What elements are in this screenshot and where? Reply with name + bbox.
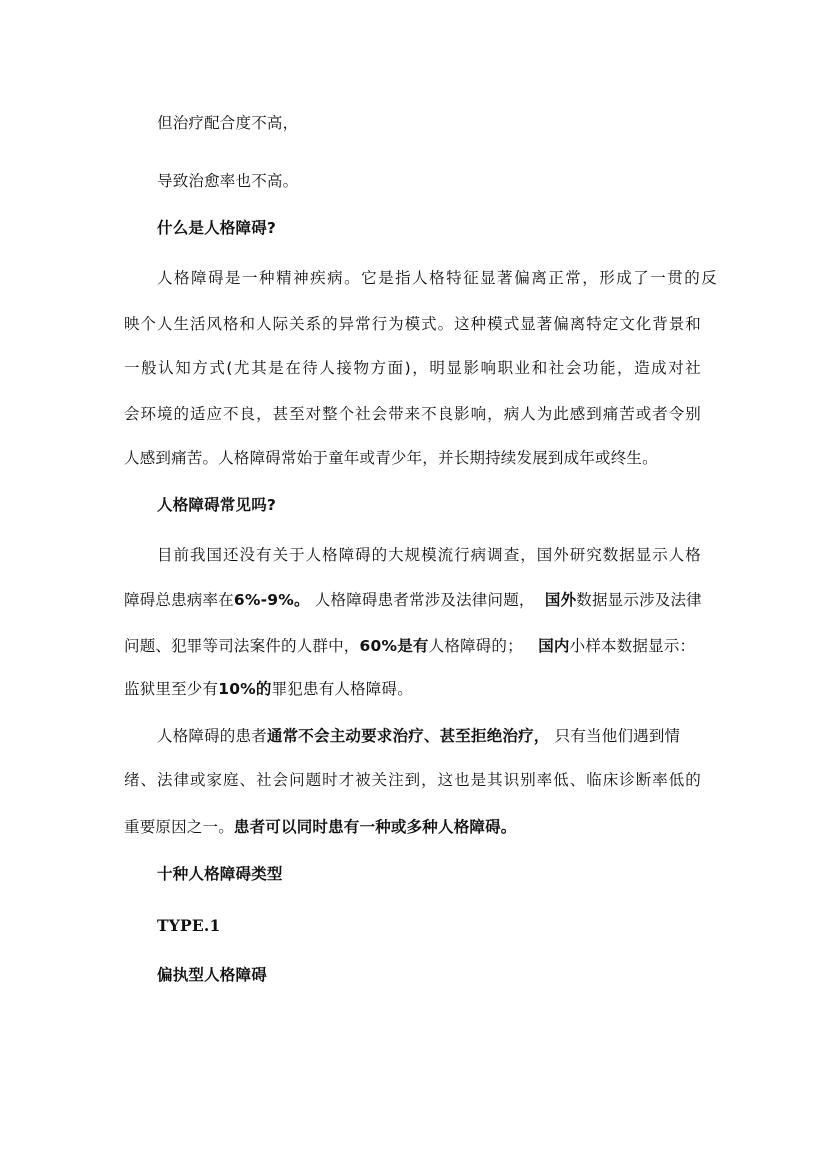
paragraph-line [124,636,714,656]
text-span: 只有当他们遇到情 [549,727,681,745]
bold-text: 患者可以同时患有一种或多种人格障碍。 [233,818,517,836]
section-heading: 十种人格障碍类型 [157,865,283,883]
paragraph-line [157,726,717,746]
bold-text: 60%是有 [359,637,429,655]
paragraph-line: 一般认知方式(尤其是在待人接物方面)，明显影响职业和社会功能，造成对社 [124,359,701,377]
section-heading: 什么是人格障碍? [157,219,277,237]
paragraph-line: 会环境的适应不良，甚至对整个社会带来不良影响，病人为此感到痛苦或者令别 [124,405,701,423]
text-span: 罪犯患有人格障碍。 [271,680,413,698]
text-span: 人格障碍患者常涉及法律问题， [309,591,535,609]
text-span: 人格障碍的患者 [157,727,267,745]
paragraph-line: 映个人生活风格和人际关系的异常行为模式。这种模式显著偏离特定文化背景和 [124,315,701,333]
text-span: 障碍总患病率在 [124,591,234,609]
bold-text: 10%的 [218,680,272,698]
bold-text: 国内 [538,637,570,655]
type-label: TYPE.1 [157,916,221,935]
bold-text: 通常不会主动要求治疗、甚至拒绝治疗， [266,727,550,745]
paragraph-line [124,679,714,699]
section-heading: 偏执型人格障碍 [157,966,267,984]
paragraph-line: 但治疗配合度不高， [157,114,299,132]
text-span: 监狱里至少有 [124,680,219,698]
paragraph-line [124,590,714,610]
text-span: 小样本数据显示： [569,637,696,655]
text-span: 数据显示涉及法律 [576,591,702,609]
text-span: 重要原因之一。 [124,818,234,836]
paragraph-line: 目前我国还没有关于人格障碍的大规模流行病调查，国外研究数据显示人格 [157,546,701,564]
section-heading: 人格障碍常见吗? [157,496,277,514]
text-span: 人格障碍的； [428,637,523,655]
paragraph-line: 导致治愈率也不高。 [157,172,299,190]
paragraph-line: 绪、法律或家庭、社会问题时才被关注到，这也是其识别率低、临床诊断率低的 [124,771,701,789]
paragraph-line [124,817,714,837]
paragraph-line: 人格障碍是一种精神疾病。它是指人格特征显著偏离正常，形成了一贯的反 [157,269,717,287]
bold-text: 国外 [544,591,577,609]
bold-text: 6%-9%。 [233,591,310,609]
paragraph-line: 人感到痛苦。人格障碍常始于童年或青少年，并长期持续发展到成年或终生。 [124,449,658,467]
text-span: 问题、犯罪等司法案件的人群中， [124,637,360,655]
